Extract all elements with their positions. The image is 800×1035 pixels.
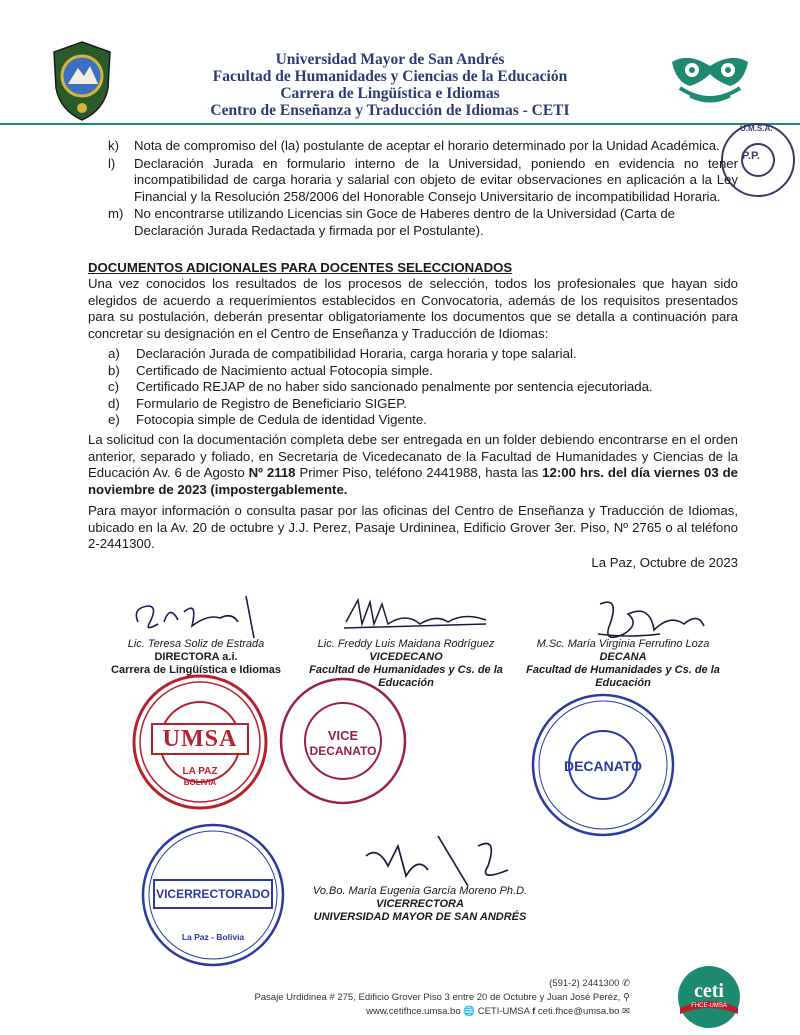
list-item bbox=[108, 346, 728, 363]
vicedecanato-stamp-vice: VICE bbox=[327, 728, 359, 743]
documents-list bbox=[108, 346, 728, 429]
list-item bbox=[108, 156, 738, 206]
header-university: Universidad Mayor de San Andrés bbox=[275, 51, 505, 68]
header-center: Centro de Enseñanza y Traducción de Idiomas - CETI bbox=[210, 102, 570, 119]
list-letter: e) bbox=[108, 412, 120, 427]
list-item bbox=[108, 412, 728, 429]
ceti-footer-logo-text: ceti bbox=[694, 980, 724, 1002]
list-item bbox=[108, 206, 738, 239]
signer-name: Vo.Bo. María Eugenia García Moreno Ph.D. bbox=[312, 885, 528, 897]
list-letter: a) bbox=[108, 346, 120, 361]
list-letter: l) bbox=[108, 155, 116, 171]
footer-address-value: Pasaje Urdidinea # 275, Edificio Grover Piso 3 entre 20 de Octubre y Juan José Peréz, bbox=[254, 992, 621, 1003]
footer-web-link[interactable]: www.cetifhce.umsa.bo bbox=[366, 1006, 461, 1017]
list-text: Certificado REJAP de no haber sido sancionado penalmente por sentencia ejecutoriada. bbox=[136, 379, 653, 394]
signer-name: M.Sc. María Virginia Ferrufino Loza bbox=[536, 638, 710, 650]
umsa-stamp-city: LA PAZ bbox=[182, 766, 218, 777]
submission-paragraph bbox=[88, 432, 738, 498]
ceti-footer-logo-sub: FHCE-UMSA bbox=[691, 1003, 727, 1009]
ceti-owl-logo bbox=[668, 52, 752, 108]
footer-email-link[interactable]: ceti.fhce@umsa.bo bbox=[537, 1006, 620, 1017]
footer-contacts bbox=[200, 1006, 630, 1017]
signer-org: Facultad de Humanidades y Cs. de la Educación bbox=[309, 664, 503, 689]
pp-stamp-text: P.P. bbox=[742, 150, 760, 162]
intro-paragraph: Una vez conocidos los resultados de los procesos de selección, todos los profesionales que hayan sido elegidos de acuerdo a requerimientos establecidos en Convocatoria, además de los requisitos presentados para su postulación, deberán presentar obligatoriamente los documentos que se detalla a continuación para concretar su designación en el Centro de Enseñanza y Traducción de Idiomas: bbox=[88, 276, 738, 341]
section-title: DOCUMENTOS ADICIONALES PARA DOCENTES SELECCIONADOS bbox=[88, 260, 513, 275]
signer-title: VICEDECANO bbox=[369, 651, 443, 663]
list-text: Nota de compromiso del (la) postulante de aceptar el horario determinado por la Unidad Académica. bbox=[134, 138, 720, 153]
umsa-stamp-country: BOLIVIA bbox=[183, 778, 217, 787]
signature-scribble-4 bbox=[358, 826, 518, 890]
signer-name: Lic. Freddy Luis Maidana Rodríguez bbox=[317, 638, 495, 650]
list-text: Formulario de Registro de Beneficiario SIGEP. bbox=[136, 395, 407, 411]
signature-scribble-1 bbox=[128, 592, 268, 640]
signer-title: DECANA bbox=[599, 651, 647, 663]
list-item bbox=[108, 379, 728, 396]
list-letter: c) bbox=[108, 379, 119, 394]
requirements-list bbox=[108, 138, 738, 239]
submission-number: Nº 2118 bbox=[248, 465, 296, 480]
header-career: Carrera de Lingüística e Idiomas bbox=[280, 85, 500, 102]
signer-org: Carrera de Lingüística e Idiomas bbox=[111, 664, 281, 676]
decanato-stamp-text: DECANATO bbox=[563, 758, 643, 774]
phone-icon: ✆ bbox=[622, 978, 630, 989]
university-crest-logo bbox=[48, 38, 116, 122]
footer-social-link[interactable]: CETI-UMSA bbox=[477, 1006, 530, 1017]
globe-icon: 🌐 bbox=[463, 1006, 478, 1017]
signature-block-dean bbox=[518, 638, 728, 690]
list-text: Certificado de Nacimiento actual Fotocopia simple. bbox=[136, 362, 433, 378]
list-letter: b) bbox=[108, 362, 120, 378]
location-pin-icon: ⚲ bbox=[623, 992, 630, 1003]
header-faculty: Facultad de Humanidades y Ciencias de la Educación bbox=[212, 68, 568, 85]
vicedecanato-stamp-text: DECANATO bbox=[309, 744, 377, 758]
signer-org: UNIVERSIDAD MAYOR DE SAN ANDRÉS bbox=[313, 911, 527, 923]
footer-address bbox=[200, 992, 630, 1003]
vicerrectorado-stamp-city: La Paz - Bolivia bbox=[181, 932, 245, 942]
submission-text-2: Primer Piso, teléfono 2441988, hasta las bbox=[295, 465, 543, 480]
facebook-icon: f bbox=[532, 1006, 538, 1017]
signer-title: VICERRECTORA bbox=[376, 898, 464, 910]
list-item bbox=[108, 363, 728, 380]
signature-block-vicerector bbox=[300, 885, 540, 924]
signer-name: Lic. Teresa Soliz de Estrada bbox=[127, 638, 265, 650]
signer-org: Facultad de Humanidades y Cs. de la Educación bbox=[526, 664, 720, 689]
vicerrectorado-stamp-text: VICERRECTORADO bbox=[156, 887, 270, 901]
signer-title: DIRECTORA a.i. bbox=[154, 651, 238, 663]
email-icon: ✉ bbox=[622, 1006, 630, 1017]
info-paragraph: Para mayor información o consulta pasar por las oficinas del Centro de Enseñanza y Traducción de Idiomas, ubicado en la Av. 20 de octubre y J.J. Perez, Pasaje Urdininea, Edificio Grover 3er. Piso, Nº 2765 o al teléfono 2-2441300. bbox=[88, 503, 738, 551]
footer-phone-value: (591-2) 2441300 bbox=[549, 978, 620, 989]
list-text: No encontrarse utilizando Licencias sin Goce de Haberes dentro de la Universidad (Carta de Declaración Jurada Redactada y firmada por el Postulante). bbox=[134, 206, 675, 238]
footer-phone bbox=[430, 978, 630, 989]
list-letter: k) bbox=[108, 138, 119, 153]
submission-deadline: 12:00 hrs. del día viernes 03 de noviembre de 2023 (impostergablemente. bbox=[88, 465, 738, 497]
list-letter: d) bbox=[108, 395, 120, 411]
umsa-stamp-text: UMSA bbox=[162, 726, 238, 752]
document-date: La Paz, Octubre de 2023 bbox=[591, 555, 738, 570]
list-item bbox=[108, 138, 738, 155]
list-text: Declaración Jurada de compatibilidad Horaria, carga horaria y tope salarial. bbox=[136, 346, 577, 361]
list-item bbox=[108, 396, 728, 413]
pp-stamp-umsa: U.M.S.A. bbox=[740, 124, 773, 133]
signature-scribble-2 bbox=[336, 594, 496, 636]
list-text: Fotocopia simple de Cedula de identidad Vigente. bbox=[136, 412, 427, 427]
submission-text-1: La solicitud con la documentación completa debe ser entregada en un folder debiendo encontrarse en el orden anterior, separado y foliado, en Secretaria de Vicedecanato de la Facultad de Humanidades y Ciencias de la Educación Av. 6 de Agosto bbox=[88, 432, 738, 480]
list-letter: m) bbox=[108, 206, 124, 221]
list-text: Declaración Jurada en formulario interno de la Universidad, poniendo en evidencia no tener incompatibilidad de carga horaria y salarial con objeto de evitar observaciones en aplicación a la Ley Financial y la Resolución 258/2006 del Honorable Consejo Universitario de incompatibilidad Horaria. bbox=[134, 155, 738, 204]
header-divider bbox=[0, 123, 800, 125]
